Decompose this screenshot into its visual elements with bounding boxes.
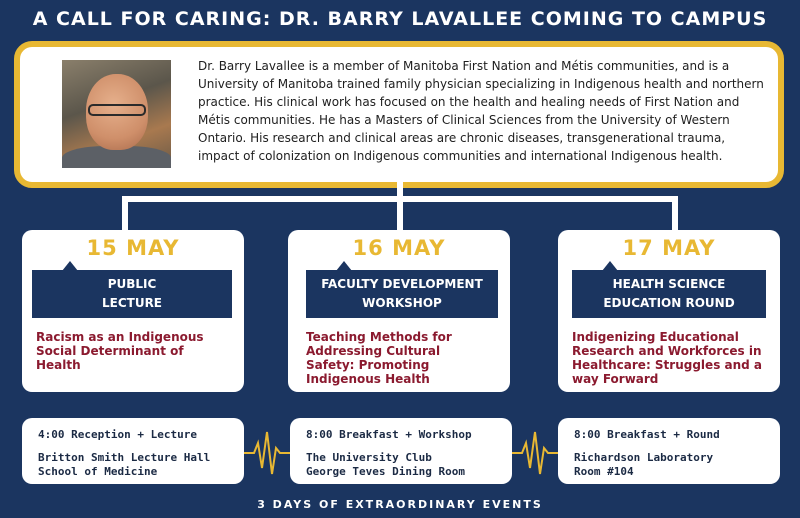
page-title: A CALL FOR CARING: DR. BARRY LAVALLEE COMING TO CAMPUS (32, 8, 768, 30)
event-date: 15 MAY (86, 236, 180, 260)
footer-tagline: 3 DAYS OF EXTRAORDINARY EVENTS (257, 498, 543, 511)
connector-mid (397, 196, 403, 232)
event-location: The University Club George Teves Dining Room (306, 451, 465, 478)
event-info-15-may (22, 418, 244, 484)
event-type-banner: HEALTH SCIENCE EDUCATION ROUND (572, 270, 766, 318)
session-title: Teaching Methods for Addressing Cultural Safety: Promoting Indigenous Health (306, 330, 452, 386)
event-date: 17 MAY (622, 236, 716, 260)
event-type-banner: PUBLIC LECTURE (32, 270, 232, 318)
speaker-photo (62, 60, 171, 168)
event-time: 4:00 Reception + Lecture (38, 428, 197, 441)
event-card-16-may (288, 230, 510, 392)
event-date: 16 MAY (352, 236, 446, 260)
connector-right (672, 196, 678, 232)
heartbeat-line-right (512, 428, 558, 478)
connector-left (122, 196, 128, 232)
session-title: Racism as an Indigenous Social Determinant of Health (36, 330, 204, 372)
event-type-banner: FACULTY DEVELOPMENT WORKSHOP (306, 270, 498, 318)
event-location: Richardson Laboratory Room #104 (574, 451, 714, 478)
event-time: 8:00 Breakfast + Workshop (306, 428, 472, 441)
session-title: Indigenizing Educational Research and Workforces in Healthcare: Struggles and a way Forward (572, 330, 763, 386)
event-card-17-may (558, 230, 780, 392)
bio-text: Dr. Barry Lavallee is a member of Manitoba First Nation and Métis communities, and is a University of Manitoba trained family physician specializing in Indigenous health and northern practice. His clinical work has focused on the health and healing needs of First Nation and Métis communities. He has a Masters of Clinical Sciences from the University of Western Ontario. His research and clinical areas are chronic diseases, transgenerational trauma, impact of colonization on Indigenous communities and international Indigenous health. (198, 59, 764, 163)
heartbeat-line-left (244, 428, 290, 478)
event-info-17-may (558, 418, 780, 484)
bio-box (14, 41, 784, 188)
event-location: Britton Smith Lecture Hall School of Medicine (38, 451, 211, 478)
event-card-15-may (22, 230, 244, 392)
event-info-16-may (290, 418, 512, 484)
event-time: 8:00 Breakfast + Round (574, 428, 720, 441)
